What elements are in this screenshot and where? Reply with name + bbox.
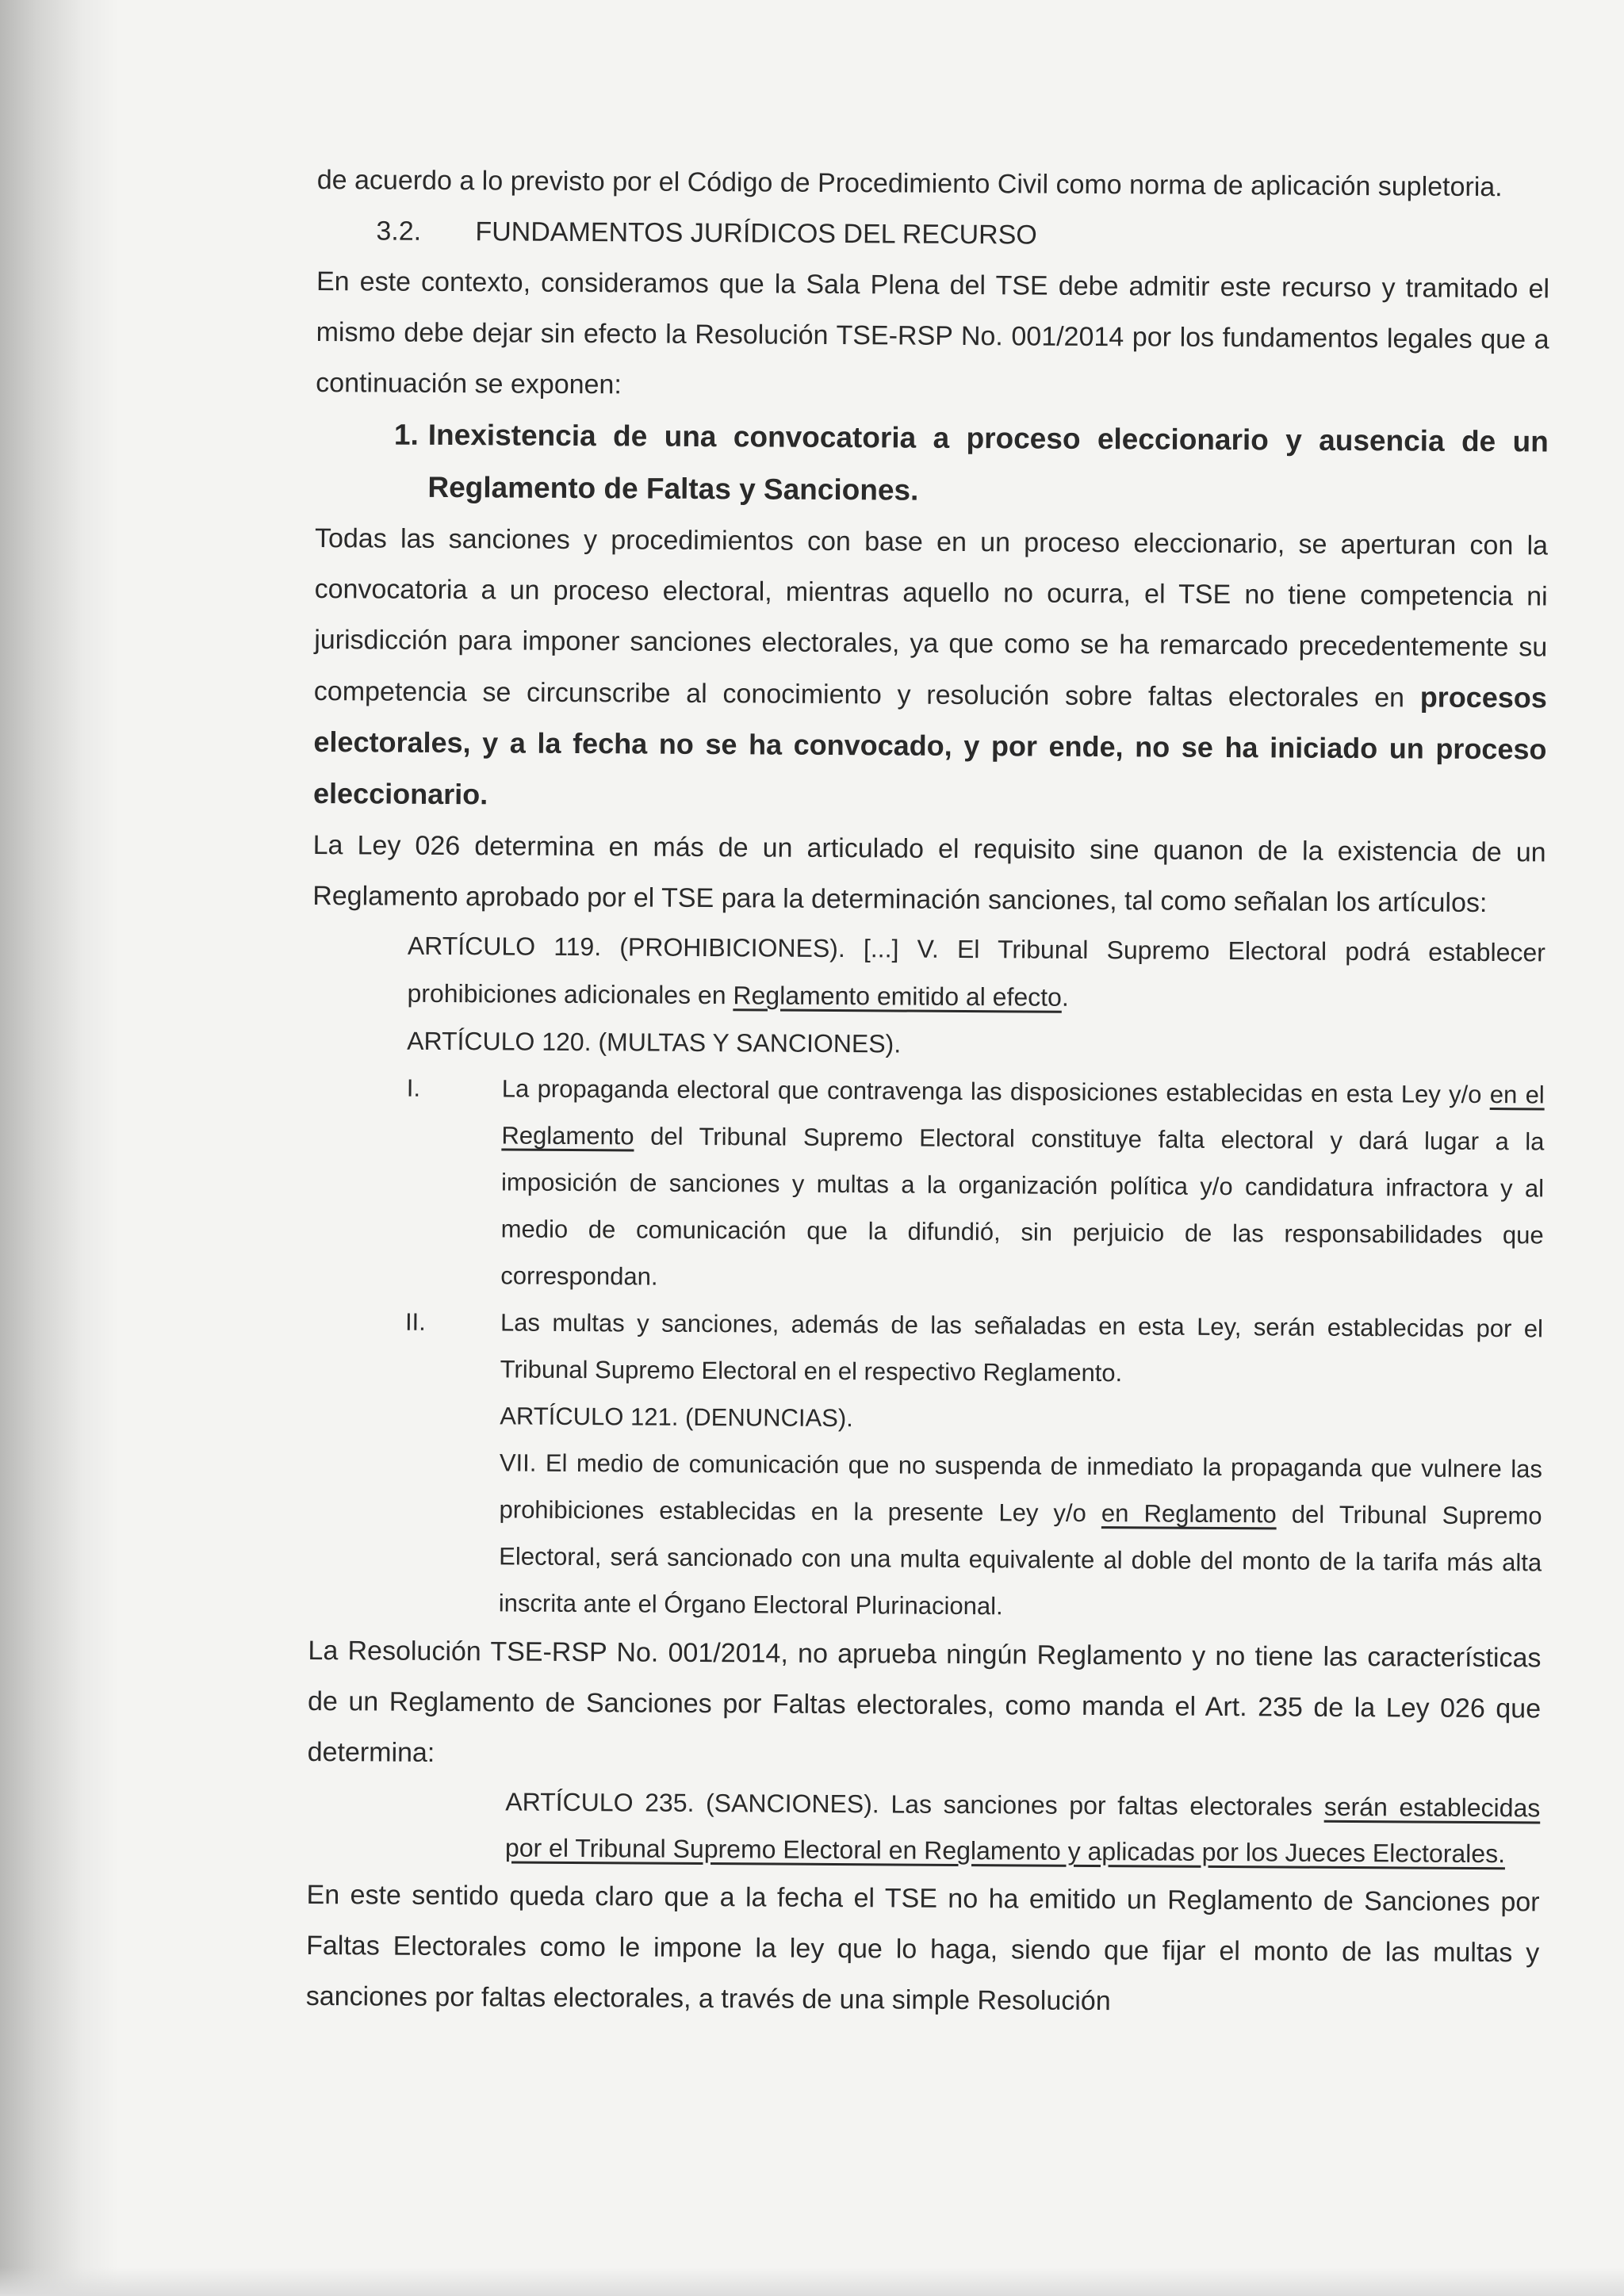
article-119	[312, 921, 1545, 1024]
article-121-post: del Tribunal Supremo Electoral, será sancionado con una multa equivalente al doble del monto de la tarifa más alta inscrita ante el Órgano Electoral Plurinacional.	[498, 1500, 1542, 1621]
article-119-title: ARTÍCULO 119. (PROHIBICIONES).	[407, 931, 845, 963]
section-number: 3.2.	[376, 216, 422, 247]
scan-shadow	[0, 0, 119, 2296]
paragraph-3: La Ley 026 determina en más de un articulado el requisito sine quanon de la existencia de un Reglamento aprobado por el TSE para la determinación sanciones, tal como señalan los artículos:	[312, 829, 1546, 919]
paragraph-2-bold: procesos electorales, y a la fecha no se ha convocado, y por ende, no se ha iniciado un proceso eleccionario.	[312, 680, 1547, 811]
item-pre: La propaganda electoral que contravenga las disposiciones establecidas en esta Ley y/o	[501, 1074, 1482, 1108]
article-121-title: ARTÍCULO 121. (DENUNCIAS).	[500, 1402, 853, 1433]
list-item-number: 1.	[393, 418, 419, 451]
document-body	[306, 155, 1550, 2029]
paragraph-4: La Resolución TSE-RSP No. 001/2014, no aprueba ningún Reglamento y no tiene las características de un Reglamento de Sanciones por Faltas electorales, como manda el Art. 235 de la Ley 026 que determina:	[307, 1635, 1542, 1768]
list-item-1	[315, 408, 1549, 520]
item-post: del Tribunal Supremo Electoral constituye falta electoral y dará lugar a la imposición de sanciones y multas a la organización política y/o candidatura infractora y al medio de comunicación que la difundió, sin perjuicio de las responsabilidades que correspondan.	[500, 1122, 1545, 1291]
item-underlined: en el Reglamento	[501, 1081, 1545, 1150]
article-235-title: ARTÍCULO 235. (SANCIONES).	[505, 1787, 879, 1819]
numeral: I.	[406, 1073, 421, 1102]
article-235	[307, 1777, 1541, 1877]
section-title: FUNDAMENTOS JURÍDICOS DEL RECURSO	[475, 216, 1037, 251]
list-item-text: Inexistencia de una convocatoria a proceso eleccionario y ausencia de un Reglamento de Faltas y Sanciones.	[427, 418, 1549, 507]
article-121-text	[308, 1438, 1542, 1632]
paragraph-2	[313, 513, 1548, 827]
article-120-item-2	[309, 1298, 1543, 1399]
article-120-item-1-text	[500, 1065, 1545, 1305]
paragraph-5: En este sentido queda claro que a la fecha el TSE no ha emitido un Reglamento de Sanciones por Faltas Electorales como le impone la ley que lo haga, siendo que fijar el monto de las multas y sanciones por faltas electorales, a través de una simple Resolución	[305, 1879, 1540, 2017]
paragraph-1: En este contexto, consideramos que la Sala Plena del TSE debe admitir este recurso y tramitado el mismo debe dejar sin efecto la Resolución TSE-RSP No. 001/2014 por los fundamentos legales que a continuación se exponen:	[316, 266, 1550, 400]
article-235-pre: Las sanciones por faltas electorales	[891, 1789, 1313, 1821]
scan-bottom-edge	[0, 2267, 1624, 2296]
article-120-item-1	[310, 1064, 1545, 1305]
article-235-underlined: serán establecidas por el Tribunal Supremo Electoral en Reglamento y aplicadas por los Jueces Electorales.	[504, 1792, 1541, 1869]
article-119-end: .	[1061, 982, 1069, 1012]
article-119-underlined: Reglamento emitido al efecto	[733, 981, 1063, 1012]
paragraph-2-plain: Todas las sanciones y procedimientos con base en un proceso eleccionario, se aperturan con la convocatoria a un proceso electoral, mientras aquello no ocurra, el TSE no tiene competencia ni jurisdicción para imponer sanciones electorales, ya que como se ha remarcado precedentemente su competencia se circunscribe al conocimiento y resolución sobre faltas electorales en	[313, 522, 1549, 714]
article-121-underlined: en Reglamento	[1101, 1499, 1277, 1529]
article-120-title: ARTÍCULO 120. (MULTAS Y SANCIONES).	[407, 1026, 902, 1058]
article-120-item-2-text: Las multas y sanciones, además de las señaladas en esta Ley, serán establecidas por el Tribunal Supremo Electoral en el respectivo Reglamento.	[500, 1308, 1544, 1387]
intro-paragraph: de acuerdo a lo previsto por el Código de Procedimiento Civil como norma de aplicación supletoria.	[316, 164, 1503, 203]
article-121-pre: VII. El medio de comunicación que no suspenda de inmediato la propaganda que vulnere las prohibiciones establecidas en la presente Ley y/o	[499, 1448, 1543, 1527]
article-119-text: [...] V. El Tribunal Supremo Electoral podrá establecer prohibiciones adicionales en	[407, 934, 1546, 1010]
section-heading	[316, 205, 1549, 263]
numeral: II.	[404, 1307, 426, 1336]
